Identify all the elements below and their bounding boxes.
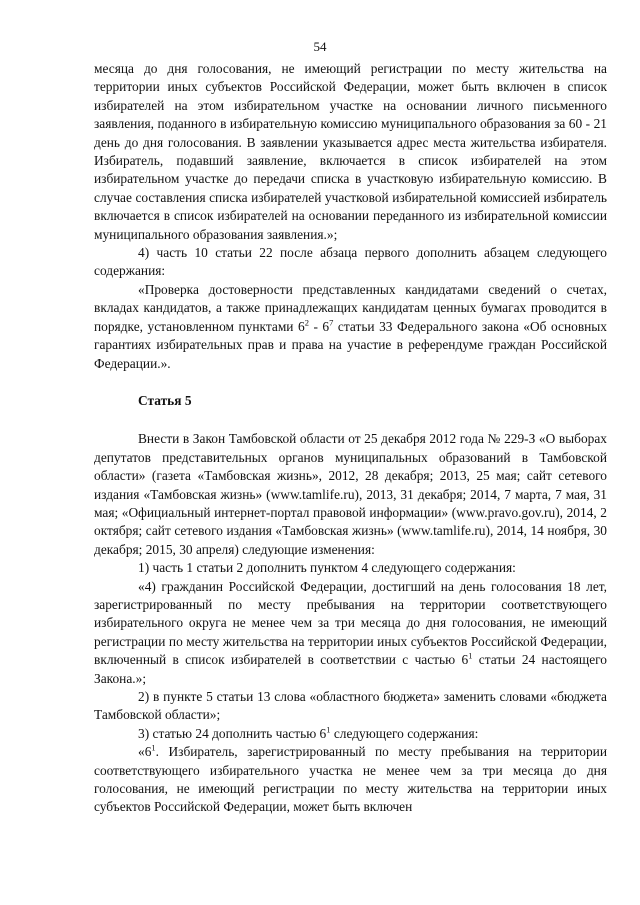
paragraph-item-4: 4) часть 10 статьи 22 после абзаца первого дополнить абзацем следующего содержания: (94, 245, 607, 279)
text-run: «6 (138, 744, 152, 760)
superscript: 1 (326, 724, 331, 735)
text-run: «Проверка достоверности представленных кандидатами сведений о счетах, вкладах кандидатов, а также принадлежащих кандидатам ценных бумагах проводится в порядке, установленном пунктами 6 (94, 281, 607, 334)
superscript: 7 (329, 317, 334, 328)
paragraph-item-3 (94, 725, 607, 743)
paragraph-quote-verification (94, 281, 607, 373)
page-number: 54 (313, 39, 327, 54)
text-run: статьи 33 Федерального закона «Об основных гарантиях избирательных прав и права на участие в референдуме граждан Российской Федерации.». (94, 318, 607, 371)
text-run: . Избиратель, зарегистрированный по месту пребывания на территории соответствующего избирательного участка не менее чем за три месяца до дня голосования, не имеющий регистрации по месту жительства на территории иных субъектов Российской Федерации, может быть включен (94, 744, 607, 815)
paragraph-item-2: 2) в пункте 5 статьи 13 слова «областного бюджета» заменить словами «бюджета Тамбовской области»; (94, 689, 607, 723)
text-run: статьи 24 настоящего Закона.»; (94, 652, 607, 686)
article-heading: Статья 5 (138, 392, 192, 408)
paragraph-continuation: месяца до дня голосования, не имеющий регистрации по месту жительства на территории иных субъектов Российской Федерации, может быть включен в список избирателей на этом избирательном участке на основании личного письменного заявления, поданного в избирательную комиссию муниципального образования за 60 - 21 день до дня голосования. В заявлении указывается адрес места жительства избирателя. Избиратель, подавший заявление, включается в список избирателей на этом избирательном участке до передачи списка в участковую избирательную комиссию. В случае составления списка избирателей участковой избирательной комиссией избиратель включается в список избирателей на основании переданного из избирательной комиссии муниципального образования заявления.»; (94, 61, 607, 242)
paragraph-quote-voter (94, 743, 607, 817)
text-run: 3) статью 24 дополнить частью 6 (138, 725, 327, 741)
text-run: «4) гражданин Российской Федерации, достигший на день голосования 18 лет, зарегистрированный по месту пребывания на территории соответствующего избирательного округа не менее чем за три месяца до дня голосования, не имеющий регистрации по месту жительства на территории иных субъектов Российской Федерации, включенный в список избирателей в соответствии с частью 6 (94, 578, 607, 668)
text-run: - 6 (308, 318, 330, 334)
paragraph-item-1: 1) часть 1 статьи 2 дополнить пунктом 4 следующего содержания: (138, 560, 516, 576)
page-body (94, 60, 607, 817)
paragraph-quote-citizen (94, 578, 607, 688)
paragraph-amendment-intro: Внести в Закон Тамбовской области от 25 декабря 2012 года № 229-З «О выборах депутатов представительных органов муниципальных образований в Тамбовской области» (газета «Тамбовская жизнь», 2012, 28 декабря; 2013, 25 мая; сайт сетевого издания «Тамбовская жизнь» (www.tamlife.ru), 2013, 31 декабря; 2014, 7 марта, 7 мая, 31 мая; «Официальный интернет-портал правовой информации» (www.pravo.gov.ru), 2014, 2 октября; сайт сетевого издания «Тамбовская жизнь» (www.tamlife.ru), 2014, 14 ноября, 30 декабря; 2015, 30 апреля) следующие изменения: (94, 431, 607, 557)
superscript: 1 (468, 650, 473, 661)
text-run: следующего содержания: (330, 725, 479, 741)
superscript: 1 (151, 742, 156, 753)
superscript: 2 (304, 317, 309, 328)
